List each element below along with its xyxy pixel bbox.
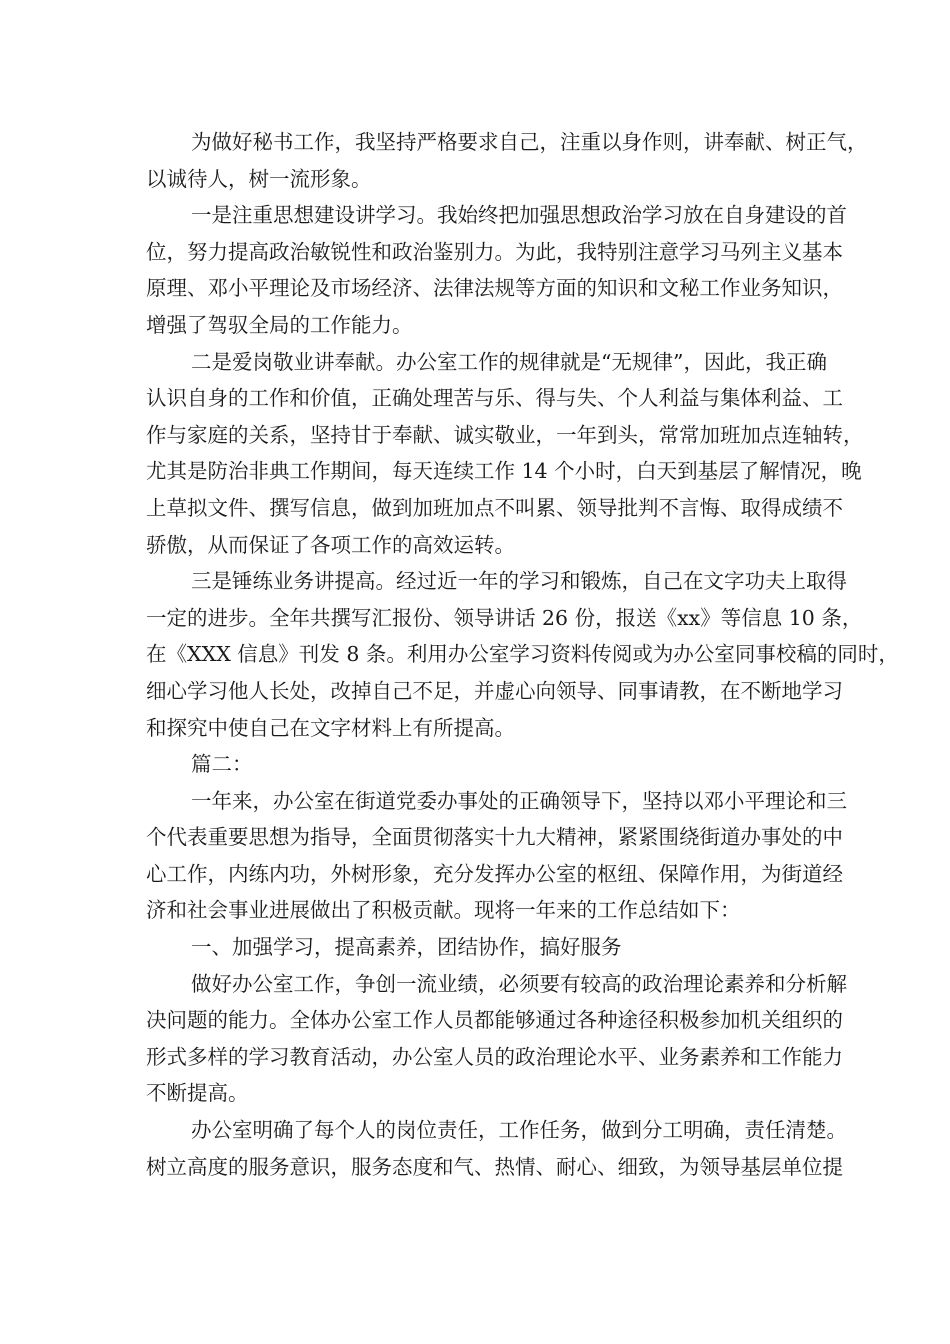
text-line: 尤其是防治非典工作期间，每天连续工作 14 个小时，白天到基层了解情况，晚 <box>146 459 862 484</box>
text-line: 认识自身的工作和价值，正确处理苦与乐、得与失、个人利益与集体利益、工 <box>146 386 843 411</box>
text-line: 形式多样的学习教育活动，办公室人员的政治理论水平、业务素养和工作能力 <box>146 1044 843 1069</box>
text-line: 以诚待人，树一流形象。 <box>146 166 372 191</box>
text-line: 和探究中使自己在文字材料上有所提高。 <box>146 715 515 740</box>
text-line: 位，努力提高政治敏锐性和政治鉴别力。为此，我特别注意学习马列主义基本 <box>146 239 843 264</box>
text-line: 细心学习他人长处，改掉自己不足，并虚心向领导、同事请教，在不断地学习 <box>146 678 843 703</box>
text-line: 一是注重思想建设讲学习。我始终把加强思想政治学习放在自身建设的首 <box>191 203 847 228</box>
text-line: 办公室明确了每个人的岗位责任，工作任务，做到分工明确，责任清楚。 <box>191 1118 847 1143</box>
text-line: 为做好秘书工作，我坚持严格要求自己，注重以身作则，讲奉献、树正气， <box>191 130 868 154</box>
text-line: 三是锤练业务讲提高。经过近一年的学习和锻炼，自己在文字功夫上取得 <box>191 569 847 594</box>
text-line: 篇二： <box>191 752 253 777</box>
text-line: 一、加强学习，提高素养，团结协作，搞好服务 <box>191 935 622 960</box>
text-line: 济和社会事业进展做出了积极贡献。现将一年来的工作总结如下： <box>146 898 741 923</box>
text-line: 在《XXX 信息》刊发 8 条。利用办公室学习资料传阅或为办公室同事校稿的同时， <box>146 642 899 667</box>
text-line: 心工作，内练内功，外树形象，充分发挥办公室的枢纽、保障作用，为街道经 <box>146 861 843 886</box>
text-line: 决问题的能力。全体办公室工作人员都能够通过各种途径积极参加机关组织的 <box>146 1008 843 1033</box>
text-line: 原理、邓小平理论及市场经济、法律法规等方面的知识和文秘工作业务知识， <box>146 276 843 301</box>
text-line: 骄傲，从而保证了各项工作的高效运转。 <box>146 532 515 557</box>
text-line: 作与家庭的关系，坚持甘于奉献、诚实敬业，一年到头，常常加班加点连轴转， <box>146 422 864 447</box>
text-line: 树立高度的服务意识，服务态度和气、热情、耐心、细致，为领导基层单位提 <box>146 1154 843 1179</box>
text-line: 上草拟文件、撰写信息，做到加班加点不叫累、领导批判不言悔、取得成绩不 <box>146 495 843 520</box>
text-line: 不断提高。 <box>146 1081 249 1106</box>
text-line: 做好办公室工作，争创一流业绩，必须要有较高的政治理论素养和分析解 <box>191 971 847 996</box>
text-line: 二是爱岗敬业讲奉献。办公室工作的规律就是“无规律”，因此，我正确 <box>191 349 827 374</box>
text-line: 一定的进步。全年共撰写汇报份、领导讲话 26 份，报送《xx》等信息 10 条， <box>146 605 863 630</box>
document-body <box>146 124 899 1185</box>
text-line: 个代表重要思想为指导，全面贯彻落实十九大精神，紧紧围绕街道办事处的中 <box>146 825 843 850</box>
text-line: 增强了驾驭全局的工作能力。 <box>146 312 413 337</box>
text-line: 一年来，办公室在街道党委办事处的正确领导下，坚持以邓小平理论和三 <box>191 788 847 813</box>
